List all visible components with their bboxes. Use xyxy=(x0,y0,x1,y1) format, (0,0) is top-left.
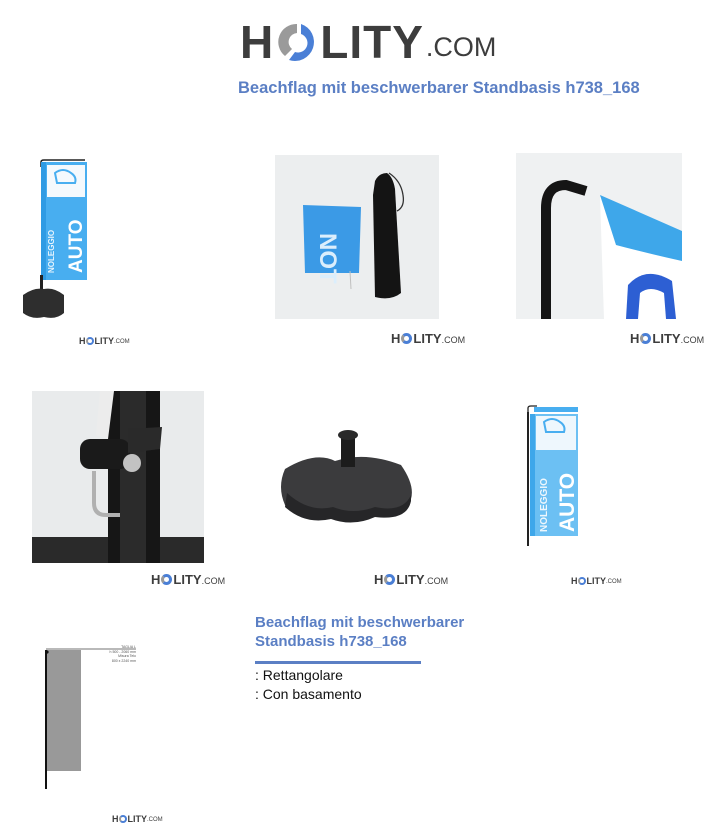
product-image-flag-only[interactable] xyxy=(524,404,580,550)
logo-ring-icon xyxy=(578,577,586,585)
site-logo[interactable] xyxy=(240,16,497,68)
logo-ring-icon xyxy=(401,333,412,344)
product-image-pole-clamp[interactable] xyxy=(32,391,204,563)
watermark-logo: H LITY .COM xyxy=(151,572,226,587)
watermark-logo: H LITY .COM xyxy=(571,576,622,586)
svg-text:AUTO: AUTO xyxy=(66,219,87,273)
logo-letters-lity: LITY xyxy=(320,16,424,68)
watermark-logo: H LITY .COM xyxy=(391,331,466,346)
product-image-weighted-base[interactable] xyxy=(275,425,445,530)
logo-wordmark xyxy=(240,16,424,68)
logo-ring-icon xyxy=(640,333,651,344)
svg-text:NOLEGGIO: NOLEGGIO xyxy=(47,229,56,273)
logo-ring-icon xyxy=(86,337,94,345)
svg-text:NOT: NOT xyxy=(314,233,341,284)
feature-base: : Con basamento xyxy=(255,686,362,702)
product-image-packed-bag[interactable] xyxy=(275,155,439,319)
watermark-logo: H LITY .COM xyxy=(374,572,449,587)
logo-domain: .COM xyxy=(425,32,497,62)
page-title: Beachflag mit beschwerbarer Standbasis h738_168 xyxy=(238,79,640,97)
logo-ring-icon xyxy=(384,574,395,585)
product-image-pole-top[interactable] xyxy=(516,153,682,319)
product-image-beachflag-full[interactable] xyxy=(20,155,100,325)
watermark-logo: H LITY .COM xyxy=(79,336,130,346)
product-image-dimension-drawing[interactable] xyxy=(40,645,150,795)
logo-letter-h: H xyxy=(240,16,275,68)
feature-shape: : Rettangolare xyxy=(255,667,343,683)
svg-text:AUTO: AUTO xyxy=(556,472,579,532)
watermark-logo: H LITY .COM xyxy=(630,331,705,346)
product-title: Beachflag mit beschwerbarer Standbasis h738_168 xyxy=(255,614,465,650)
svg-text:NOLEGGIO: NOLEGGIO xyxy=(539,478,550,532)
title-divider xyxy=(255,661,421,664)
watermark-logo: H LITY .COM xyxy=(112,814,163,824)
logo-ring-icon xyxy=(161,574,172,585)
logo-ring-icon xyxy=(119,815,127,823)
logo-ring-icon xyxy=(275,20,319,64)
dimension-labels: TAGLIA L h 500 - 2060 mm Misura Telo 800 x 2240 mm xyxy=(109,645,136,663)
